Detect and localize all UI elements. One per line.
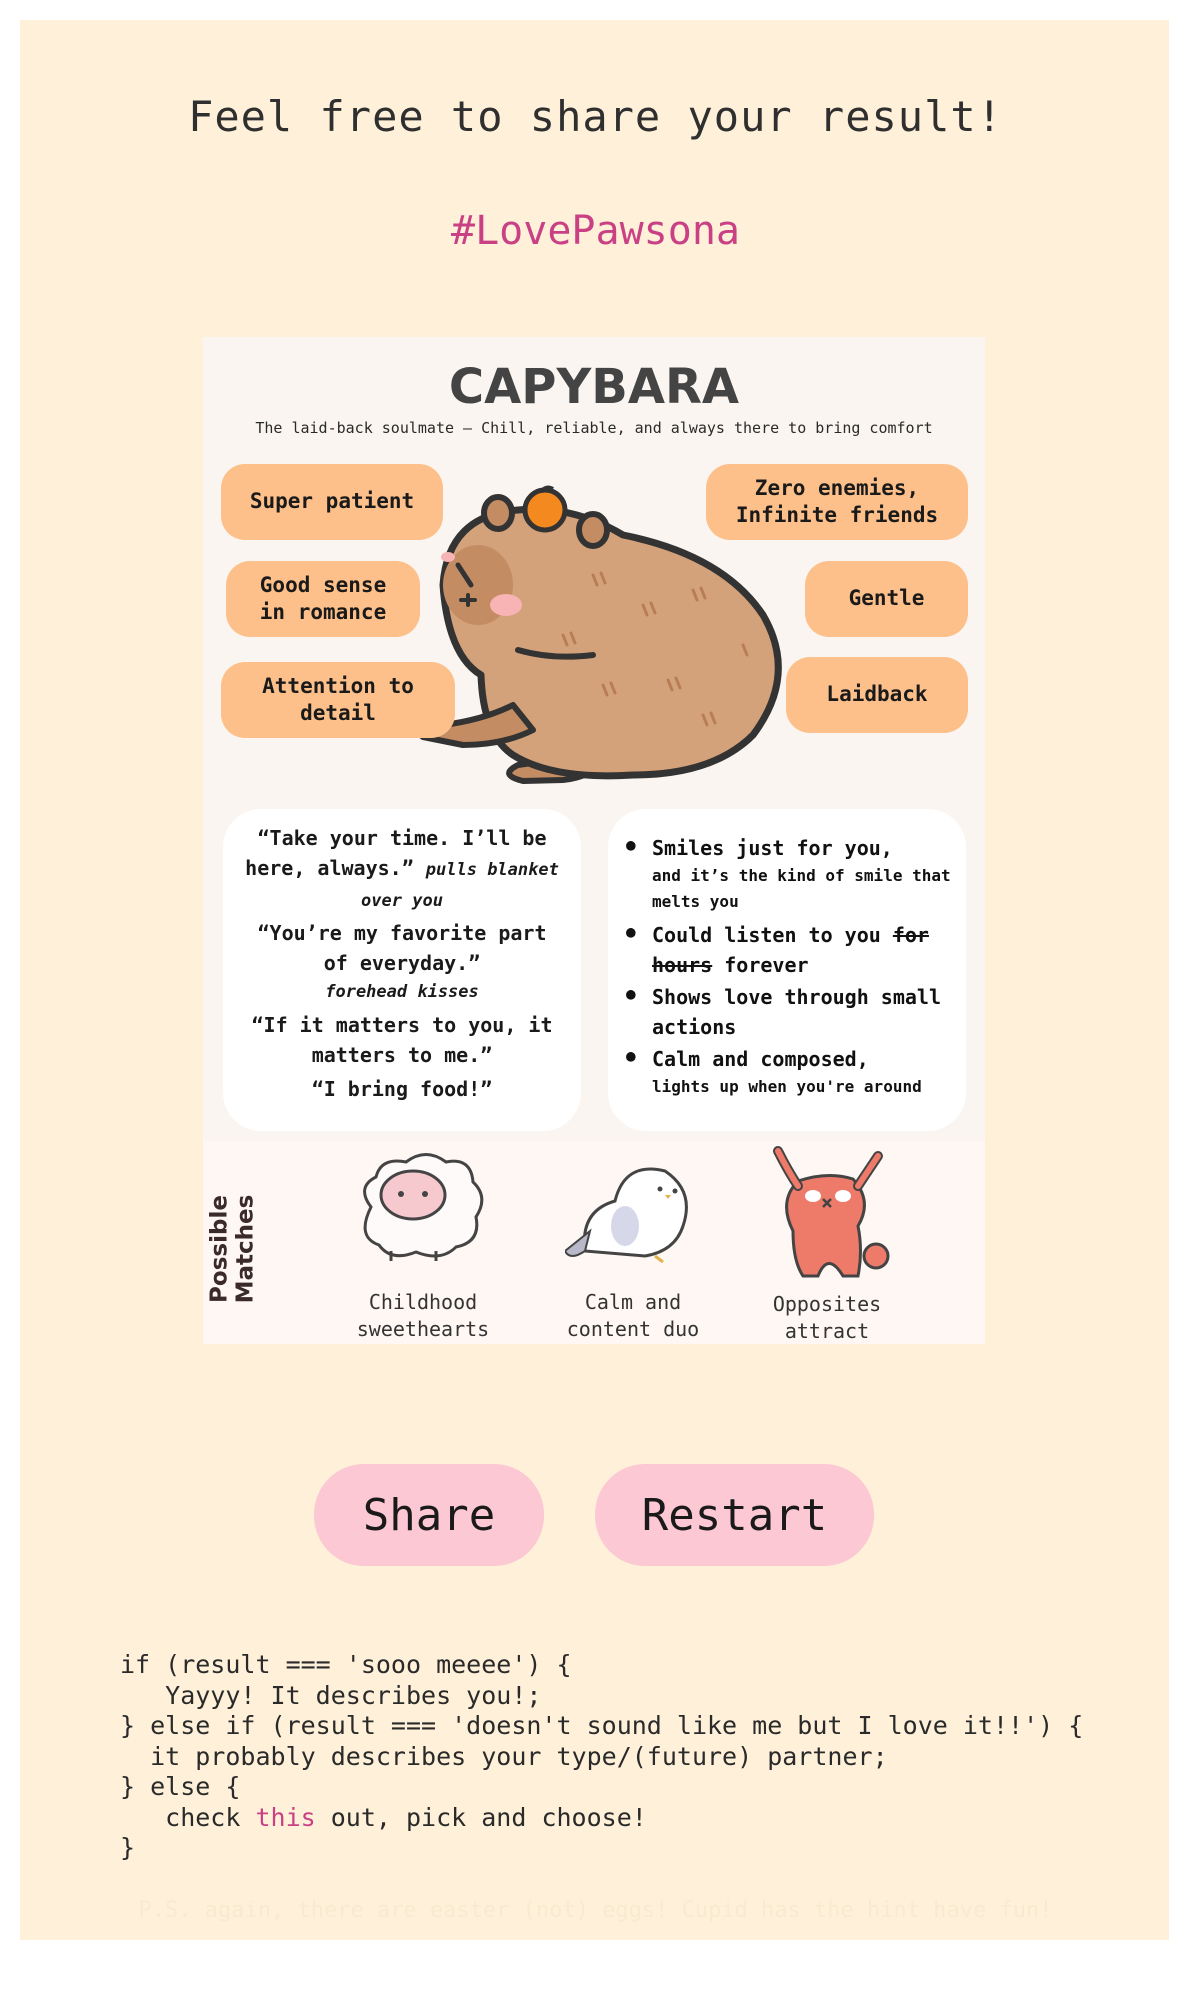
code-line-5: } else { [120,1772,241,1801]
sheep-icon [351,1147,489,1265]
trait-good-sense-in-romance: Good sense in romance [226,561,420,637]
match-caption-calm-and-content-duo: Calm and content duo [566,1290,700,1341]
code-line-3: } else if (result === 'doesn't sound like me but I love it!!') { [120,1711,1084,1740]
code-snippet [120,1650,1083,1864]
card-subtitle: The laid-back soulmate – Chill, reliable, and always there to bring comfort [255,419,933,437]
struck-text: for hours [652,923,929,978]
list-item: ● Could listen to you for hours forever [626,920,956,980]
quote-1-action: pulls blanket over you [361,860,559,911]
hashtag: #LovePawsona [451,208,740,254]
match-caption-opposites-attract: Opposites attract [772,1292,882,1343]
possible-matches [203,1141,985,1344]
list-item: ● Calm and composed, lights up when you're around [626,1044,956,1100]
quote-1: “Take your time. I’ll be here, always.” pulls blanket over you [245,826,559,911]
matches-label: Possible Matches [206,1194,259,1304]
code-line-1: if (result === 'sooo meeee') { [120,1650,572,1679]
share-button[interactable]: Share [314,1464,544,1566]
quote-2: “You’re my favorite part of everyday.” [257,921,547,975]
page-title: Feel free to share your result! [188,92,1003,141]
hidden-hint: P.S. again, there are easter (not) eggs! Cupid has the hint have fun! [138,1898,1053,1923]
red-panda-icon [758,1141,898,1281]
trait-laidback: Laidback [786,657,968,733]
traits-list-bubble [608,809,966,1131]
trait-attention-to-detail: Attention to detail [221,662,455,738]
code-line-7: } [120,1833,136,1862]
list-item: ● Smiles just for you, and it’s the kind of smile that melts you [626,833,956,914]
code-line-2: Yayyy! It describes you!; [120,1680,542,1710]
trait-super-patient: Super patient [221,464,443,540]
traits-list [626,833,956,1100]
list-item: ● Shows love through small actions [626,982,956,1042]
quote-4: “I bring food!” [311,1076,493,1101]
match-caption-childhood-sweethearts: Childhood sweethearts [356,1290,490,1341]
quotes-bubble [223,809,581,1131]
restart-button[interactable]: Restart [595,1464,874,1566]
trait-gentle: Gentle [805,561,968,637]
white-bird-icon [565,1151,703,1269]
quote-3: “If it matters to you, it matters to me.” [251,1012,553,1067]
trait-zero-enemies: Zero enemies, Infinite friends [706,464,968,540]
this-link[interactable]: this [255,1802,316,1832]
quote-2-action: forehead kisses [325,982,479,1002]
card-title: CAPYBARA [448,359,740,415]
code-line-6: check this out, pick and choose! [120,1802,647,1832]
code-line-4: it probably describes your type/(future) partner; [120,1741,888,1771]
result-card [203,337,985,1344]
